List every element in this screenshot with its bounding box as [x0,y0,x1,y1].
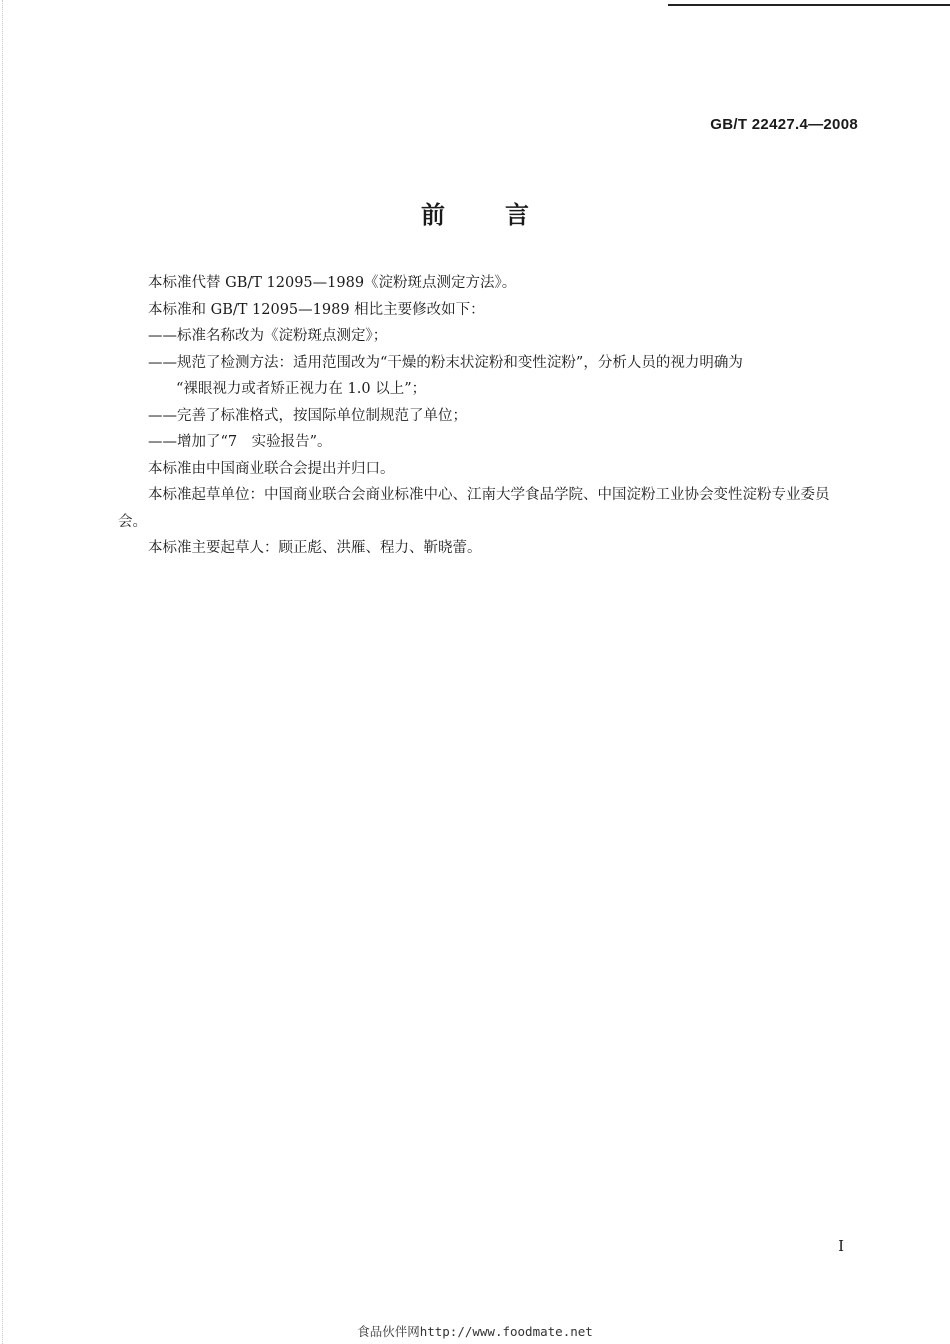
change-item [118,403,858,430]
foreword-body [118,270,858,562]
change-item-text: ——规范了检测方法：适用范围改为“干燥的粉末状淀粉和变性淀粉”，分析人员的视力明确为 [148,354,743,371]
top-rule [668,4,950,6]
change-item-text: ——增加了“7 实验报告”。 [148,434,332,450]
page-title: 前言 [421,201,589,229]
change-item [118,323,858,350]
paragraph-drafters: 本标准主要起草人：顾正彪、洪雁、程力、靳晓蕾。 [148,540,482,556]
standard-number: GB/T 22427.4—2008 [710,116,858,133]
paragraph-proposer: 本标准由中国商业联合会提出并归口。 [148,460,395,477]
paragraph-replaces: 本标准代替 GB/T 12095—1989《淀粉斑点测定方法》。 [148,275,517,291]
change-item-continuation: “裸眼视力或者矫正视力在 1.0 以上”； [176,381,427,397]
change-item [118,350,858,403]
page-number: I [838,1237,844,1255]
paragraph-changes-intro: 本标准和 GB/T 12095—1989 相比主要修改如下： [148,301,485,318]
change-item-text: ——标准名称改为《淀粉斑点测定》； [148,328,388,344]
paragraph-drafting-units: 本标准起草单位：中国商业联合会商业标准中心、江南大学食品学院、中国淀粉工业协会变性淀粉专业委员会。 [118,487,830,530]
change-item-text: ——完善了标准格式，按国际单位制规范了单位； [148,407,467,424]
change-item [118,429,858,456]
footer-watermark: 食品伙伴网http://www.foodmate.net [357,1324,593,1339]
